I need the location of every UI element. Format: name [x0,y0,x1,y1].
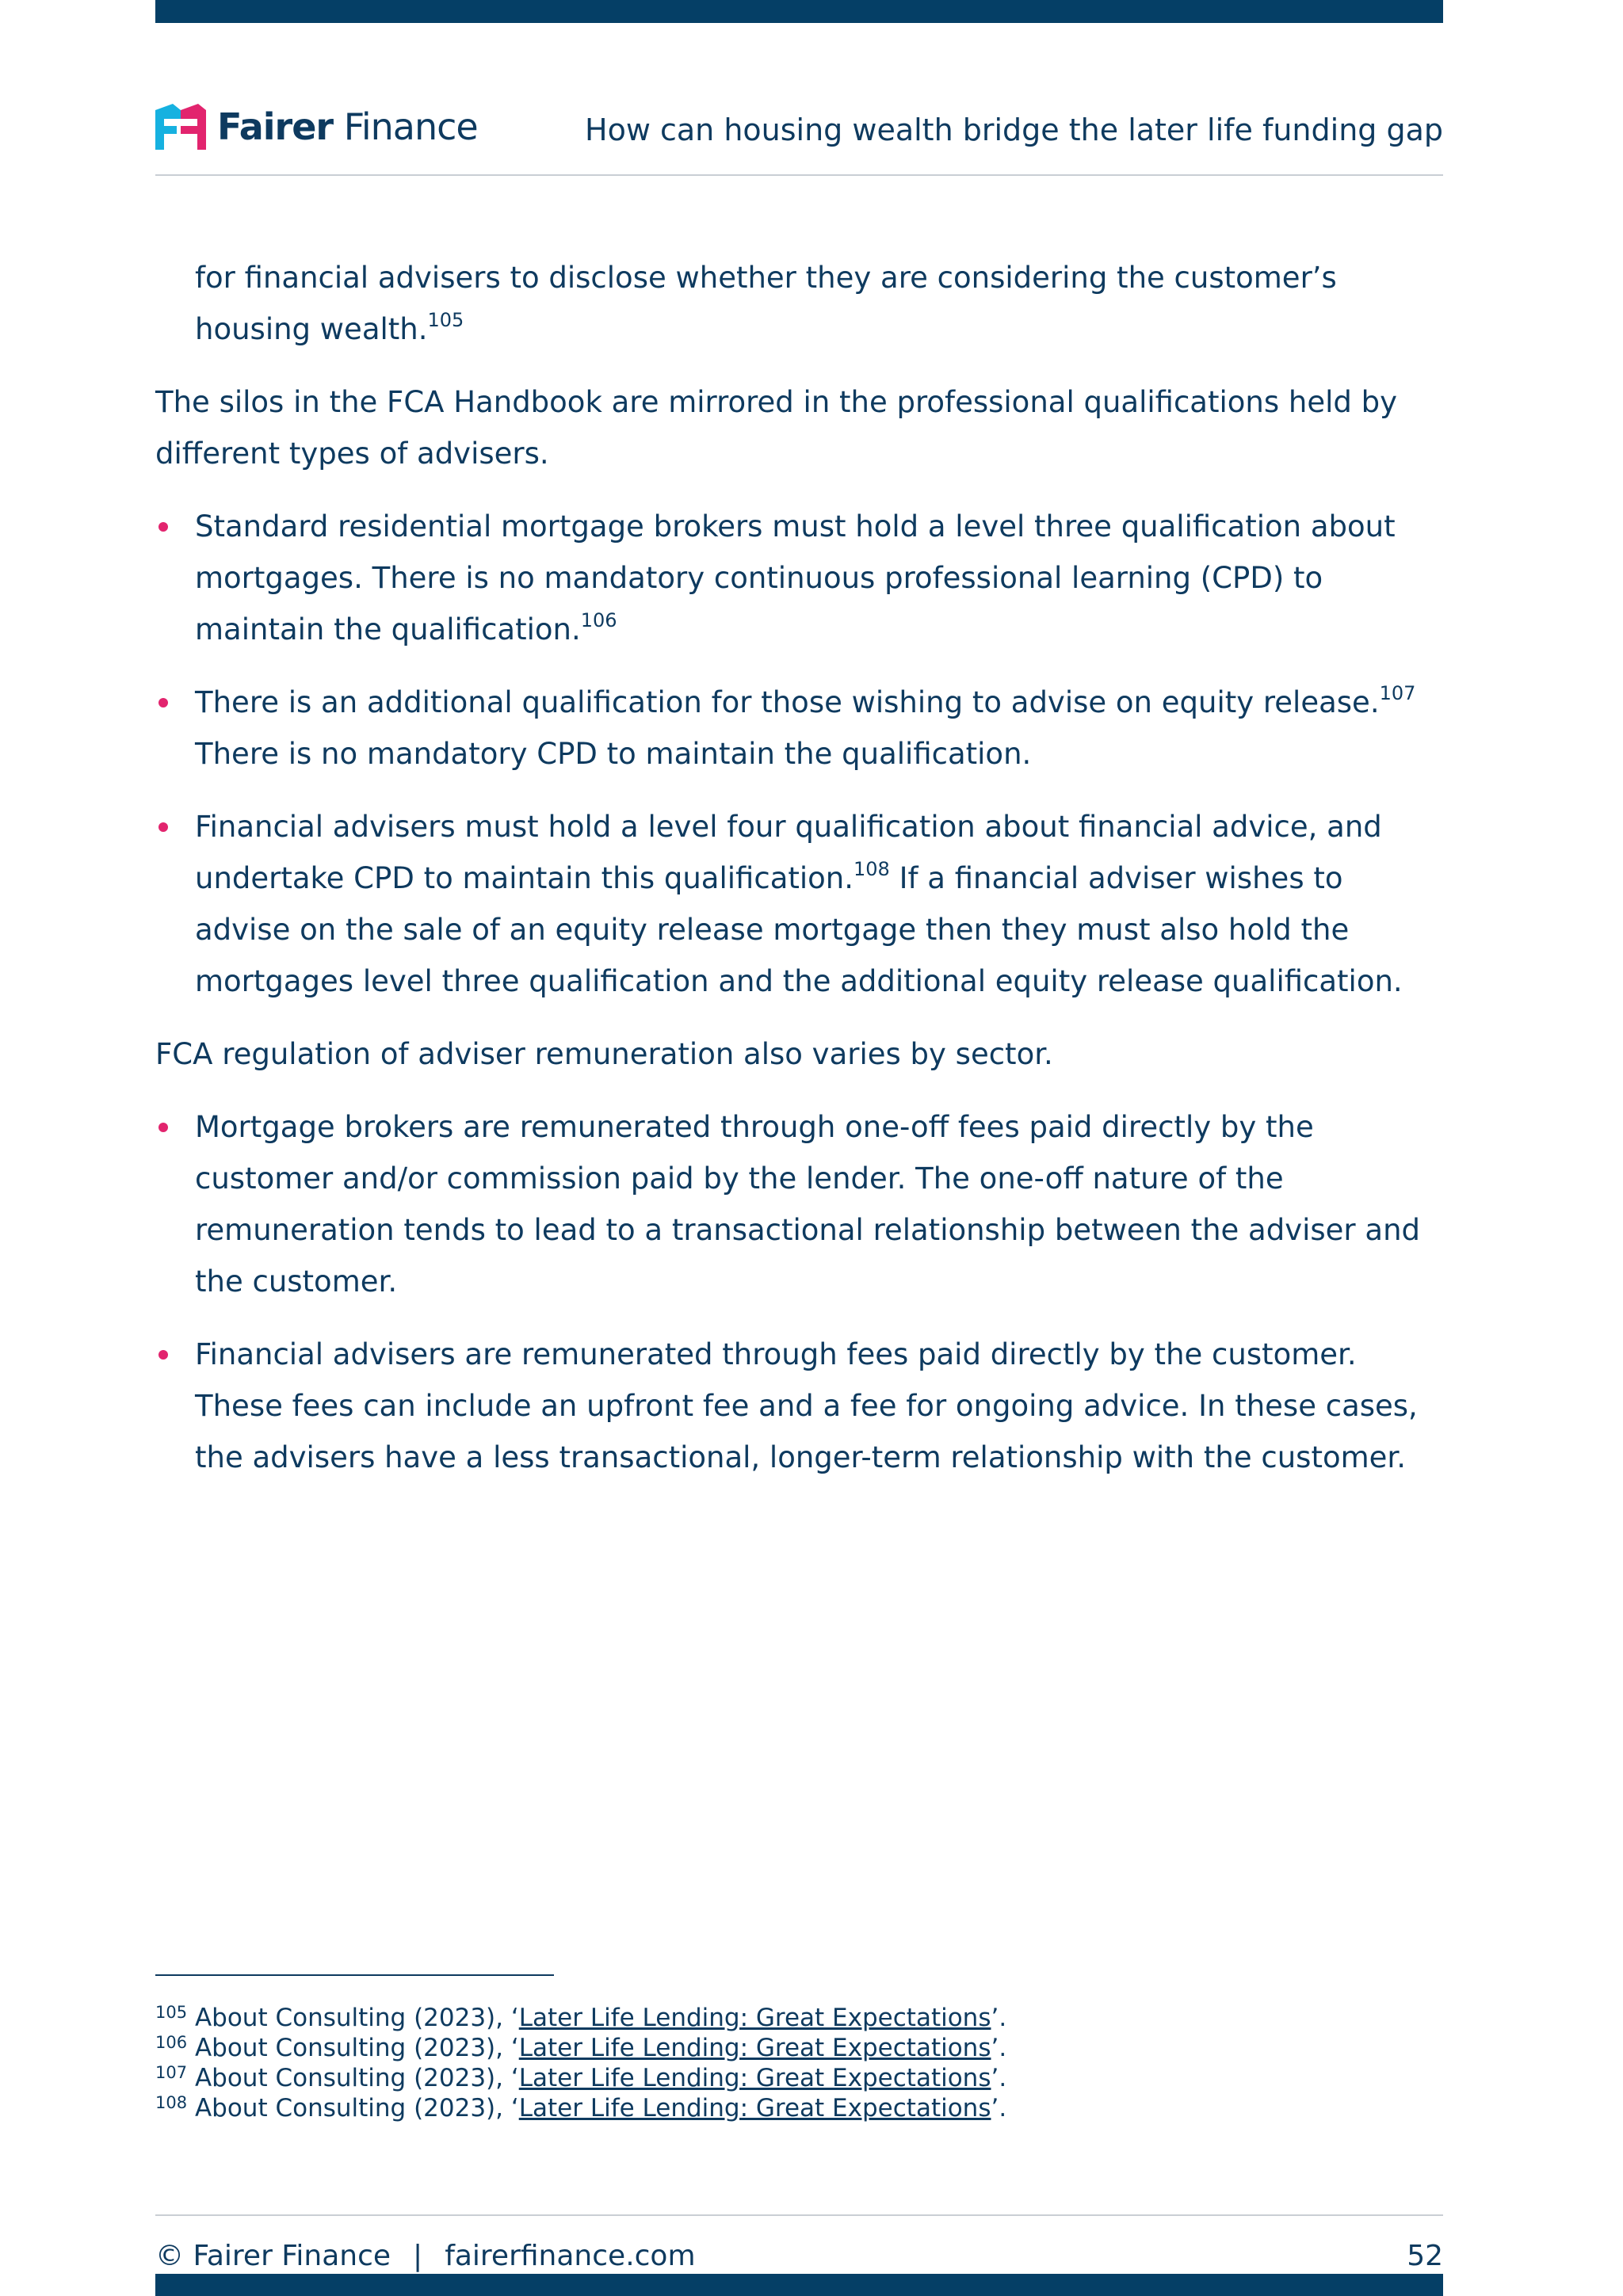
continued-text: for financial advisers to disclose whether they are considering the customer’s housing wealth. [195,261,1337,346]
footnotes [155,2003,1443,2123]
list-item [155,677,1443,780]
footnote-text: About Consulting (2023), ‘ [187,2064,519,2092]
list-item [155,1329,1443,1483]
bullet-dot-icon [158,522,168,532]
footnote-107 [155,2063,1443,2093]
footnote-ref-108[interactable]: 108 [854,858,890,880]
ff-logo-icon [155,104,206,150]
bullet-list-qualifications [155,501,1443,1007]
bullet-dot-icon [158,698,168,707]
continued-paragraph [155,252,1443,355]
footnote-text: About Consulting (2023), ‘ [187,2004,519,2032]
page-footer [155,2214,1443,2272]
footnote-108 [155,2093,1443,2123]
bullet-list-remuneration [155,1101,1443,1483]
footnote-divider [155,1974,554,1976]
document-title: How can housing wealth bridge the later life funding gap [585,113,1443,147]
list-item-text: Mortgage brokers are remunerated through one-off fees paid directly by the customer and/or commission paid by the lender. The one-off nature of the remuneration tends to lead to a transactional relationship between the adviser and the customer. [195,1110,1421,1299]
logo-wordmark [217,105,478,148]
footnote-number: 108 [155,2093,188,2112]
bottom-accent-bar [155,2274,1443,2296]
footnote-ref-107[interactable]: 107 [1379,682,1416,704]
footer-separator: | [413,2240,423,2272]
footnote-ref-105[interactable]: 105 [427,309,464,331]
footnote-link[interactable]: Later Life Lending: Great Expectations [518,2004,991,2032]
top-accent-bar [155,0,1443,23]
bullet-dot-icon [158,822,168,832]
footer-copyright: © Fairer Finance [155,2240,391,2272]
paragraph-remuneration: FCA regulation of adviser remuneration also varies by sector. [155,1037,1053,1071]
footer-credits [155,2240,696,2272]
footnote-106 [155,2033,1443,2063]
page-header [155,101,1443,176]
footer-website-link[interactable]: fairerfinance.com [445,2240,696,2272]
list-item-text: Financial advisers must hold a level four qualification about financial advice, and undertake CPD to maintain this qualification. [195,810,1382,895]
list-item [155,1101,1443,1307]
footnote-number: 107 [155,2063,188,2082]
list-item [155,801,1443,1007]
list-item [155,501,1443,655]
paragraph-qualifications: The silos in the FCA Handbook are mirrored in the professional qualifications held by different types of advisers. [155,385,1398,471]
footnote-number: 105 [155,2003,188,2022]
bullet-dot-icon [158,1350,168,1360]
list-item-text: Financial advisers are remunerated through fees paid directly by the customer. These fees can include an upfront fee and a fee for ongoing advice. In these cases, the advisers have a less transactional, longer-term relationship with the customer. [195,1337,1418,1474]
footnote-link[interactable]: Later Life Lending: Great Expectations [518,2034,991,2062]
footnote-suffix: ’. [991,2094,1007,2122]
list-item-text: Standard residential mortgage brokers must hold a level three qualification about mortgages. There is no mandatory continuous professional learning (CPD) to maintain the qualification. [195,509,1396,646]
fairer-finance-logo[interactable] [155,103,478,151]
main-content [155,252,1443,1505]
list-item-text-after: There is no mandatory CPD to maintain the qualification. [195,737,1032,771]
footnote-text: About Consulting (2023), ‘ [187,2034,519,2062]
footnote-suffix: ’. [991,2004,1007,2032]
footnote-105 [155,2003,1443,2033]
page-number: 52 [1407,2240,1443,2272]
footnote-link[interactable]: Later Life Lending: Great Expectations [518,2094,991,2122]
logo-text-light: Finance [343,105,478,148]
bullet-dot-icon [158,1123,168,1132]
footnote-ref-106[interactable]: 106 [580,609,617,631]
list-item-text: There is an additional qualification for those wishing to advise on equity release. [195,685,1380,719]
footnote-suffix: ’. [991,2034,1007,2062]
footnote-link[interactable]: Later Life Lending: Great Expectations [518,2064,991,2092]
footnote-number: 106 [155,2033,188,2052]
footnote-suffix: ’. [991,2064,1007,2092]
list-item-text-after: If a financial adviser wishes to advise on the sale of an equity release mortgage then they must also hold the mortgages level three qualification and the additional equity release qualification. [195,861,1403,998]
logo-text-bold: Fairer [217,105,334,148]
footnote-text: About Consulting (2023), ‘ [187,2094,519,2122]
